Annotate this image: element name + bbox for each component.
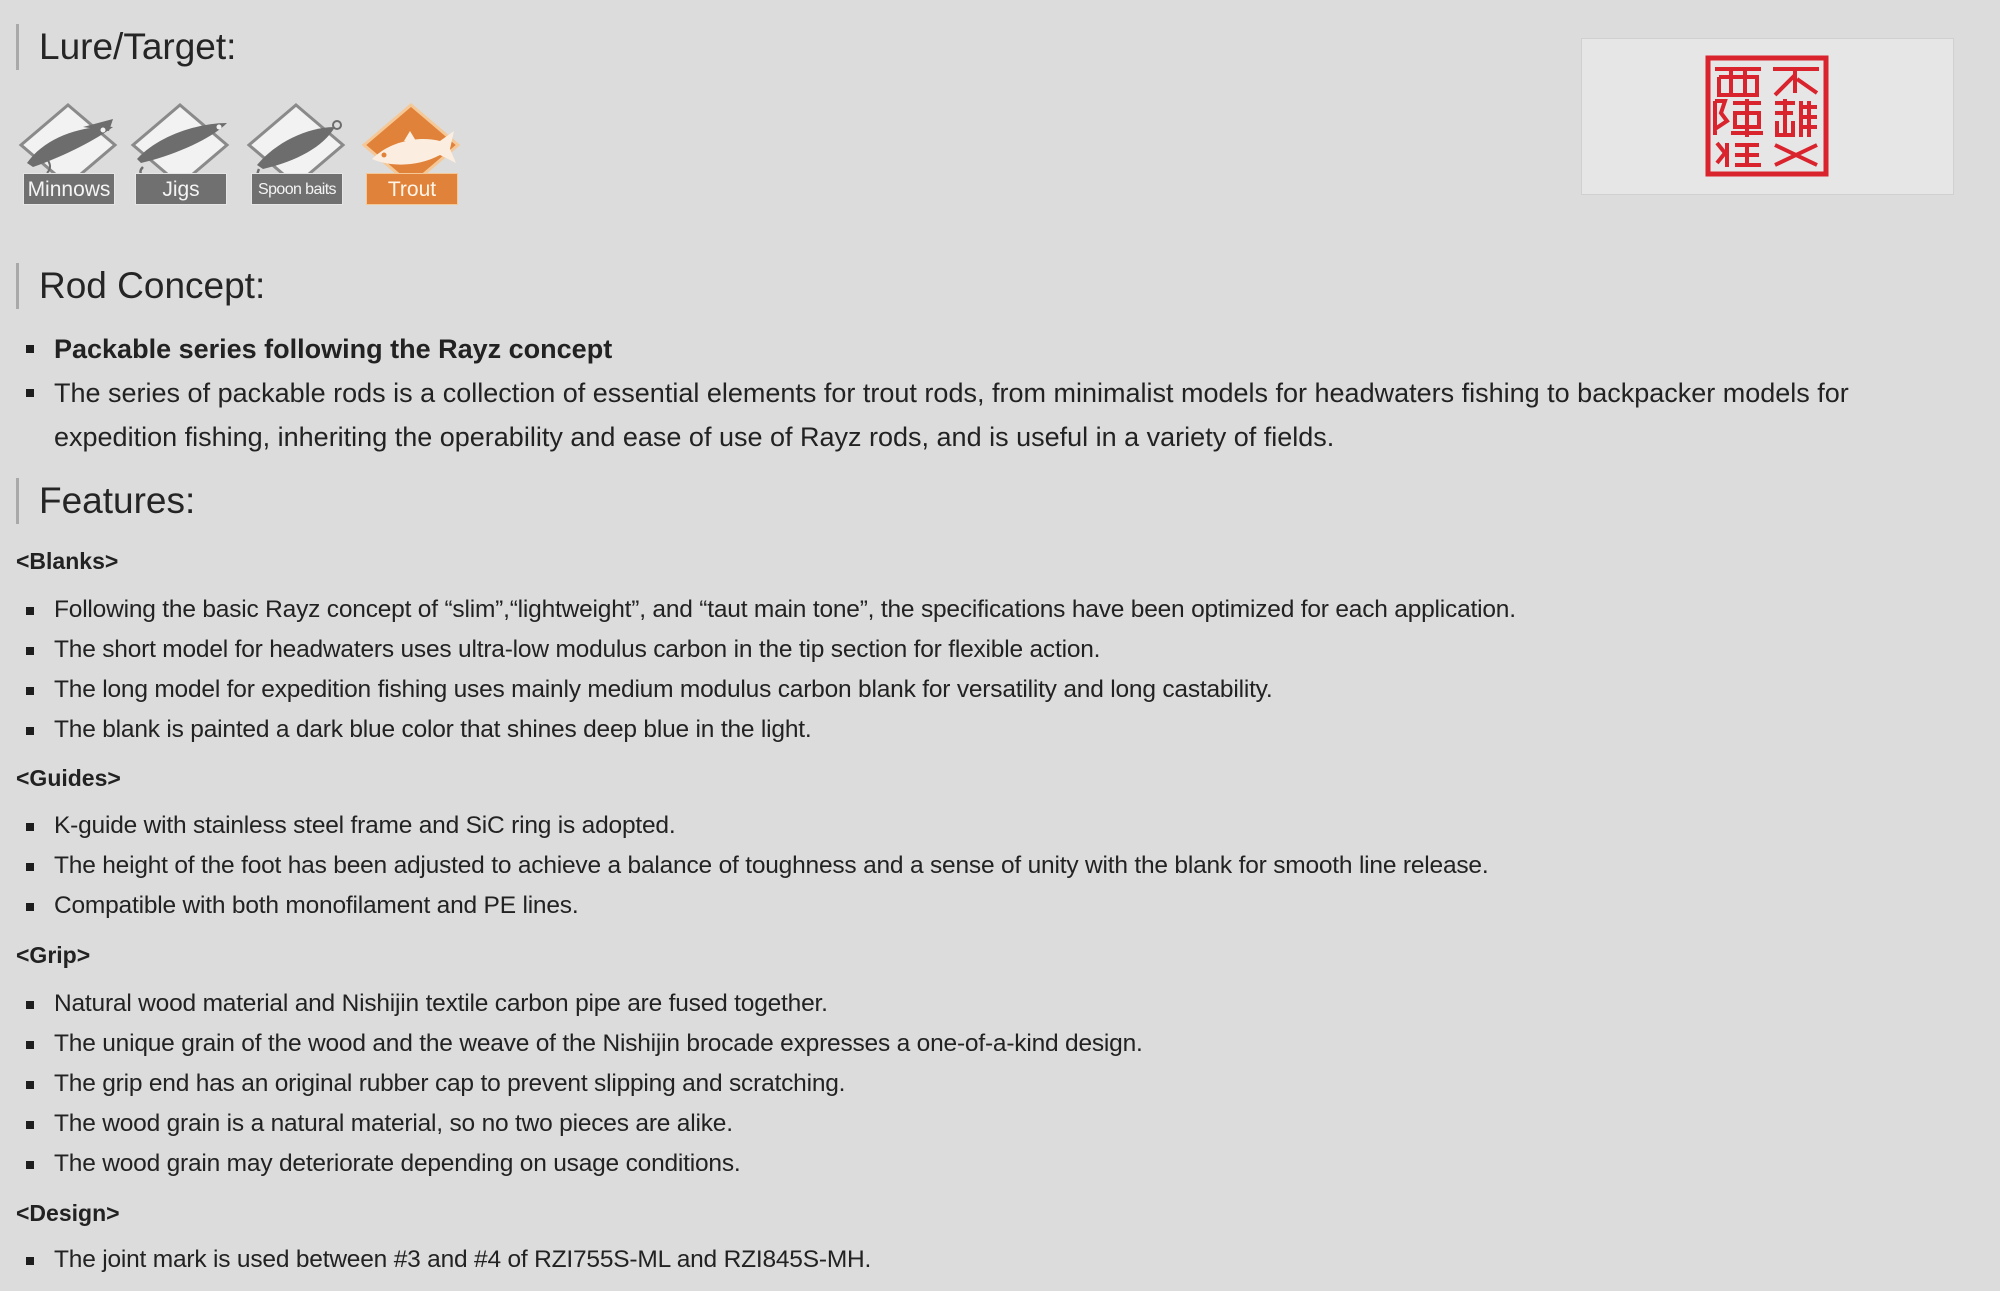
list-item bbox=[20, 1064, 1143, 1104]
list-item-text: The height of the foot has been adjusted to achieve a balance of toughness and a sense of unity with the blank for smooth line release. bbox=[54, 852, 1489, 879]
bullet-icon bbox=[26, 1161, 34, 1169]
list-item-text: The joint mark is used between #3 and #4 of RZI755S-ML and RZI845S-MH. bbox=[54, 1246, 872, 1273]
list-item bbox=[20, 846, 1488, 886]
list-item-text: The long model for expedition fishing uses mainly medium modulus carbon blank for versatility and long castability. bbox=[54, 676, 1273, 703]
bullet-icon bbox=[26, 823, 34, 831]
bullet-icon bbox=[26, 1121, 34, 1129]
lure-spoon-baits[interactable] bbox=[245, 101, 348, 211]
rod-concept-heading: Rod Concept: bbox=[16, 263, 265, 309]
bullet-icon bbox=[26, 1001, 34, 1009]
list-item-text: The short model for headwaters uses ultra-low modulus carbon in the tip section for flexible action. bbox=[54, 636, 1101, 663]
list-item bbox=[20, 1144, 1143, 1184]
lure-label-jigs: Jigs bbox=[135, 173, 227, 205]
bullet-icon bbox=[26, 1257, 34, 1265]
list-item-text: The blank is painted a dark blue color that shines deep blue in the light. bbox=[54, 716, 812, 743]
list-item-text: The wood grain may deteriorate depending on usage conditions. bbox=[54, 1150, 741, 1177]
bullet-icon bbox=[26, 1081, 34, 1089]
bullet-icon bbox=[26, 607, 34, 615]
list-item bbox=[20, 806, 1488, 846]
blanks-list bbox=[20, 590, 1516, 750]
lure-trout[interactable] bbox=[360, 101, 463, 211]
nishijin-seal-icon bbox=[1705, 55, 1829, 177]
bullet-icon bbox=[26, 1041, 34, 1049]
bullet-icon bbox=[26, 647, 34, 655]
bullet-icon bbox=[26, 863, 34, 871]
features-heading: Features: bbox=[16, 478, 195, 524]
lure-target-heading: Lure/Target: bbox=[16, 24, 236, 70]
lure-label-minnows: Minnows bbox=[23, 173, 115, 205]
blanks-subheading: <Blanks> bbox=[16, 548, 119, 574]
list-item bbox=[20, 710, 1516, 750]
list-item-text: The grip end has an original rubber cap to prevent slipping and scratching. bbox=[54, 1070, 846, 1097]
lure-jigs[interactable] bbox=[129, 101, 232, 211]
list-item-text: K-guide with stainless steel frame and SiC ring is adopted. bbox=[54, 812, 676, 839]
guides-subheading: <Guides> bbox=[16, 765, 121, 791]
list-item-text: The unique grain of the wood and the weave of the Nishijin brocade expresses a one-of-a-kind design. bbox=[54, 1030, 1143, 1057]
bullet-icon bbox=[26, 903, 34, 911]
list-item bbox=[20, 1240, 871, 1280]
concept-description: The series of packable rods is a collection of essential elements for trout rods, from minimalist models for headwaters fishing to backpacker models for expedition fishing, inheriting the operability and ease of use of Rayz rods, and is useful in a variety of fields. bbox=[54, 378, 1849, 452]
rod-concept-list bbox=[20, 327, 1914, 459]
lure-label-spoon-baits: Spoon baits bbox=[251, 173, 343, 205]
list-item bbox=[20, 886, 1488, 926]
list-item bbox=[20, 984, 1143, 1024]
list-item bbox=[20, 1024, 1143, 1064]
lure-label-trout: Trout bbox=[366, 173, 458, 205]
design-list bbox=[20, 1240, 871, 1280]
list-item bbox=[20, 327, 1914, 371]
lure-target-icons bbox=[17, 101, 467, 211]
bullet-icon bbox=[26, 345, 34, 353]
grip-list bbox=[20, 984, 1143, 1184]
list-item bbox=[20, 371, 1914, 459]
design-subheading: <Design> bbox=[16, 1200, 120, 1226]
lure-minnows[interactable] bbox=[17, 101, 120, 211]
list-item bbox=[20, 1104, 1143, 1144]
bullet-icon bbox=[26, 727, 34, 735]
list-item-text: Compatible with both monofilament and PE lines. bbox=[54, 892, 579, 919]
list-item bbox=[20, 630, 1516, 670]
grip-subheading: <Grip> bbox=[16, 942, 91, 968]
list-item-text: The wood grain is a natural material, so no two pieces are alike. bbox=[54, 1110, 733, 1137]
nishijin-logo-box bbox=[1581, 38, 1954, 195]
list-item-text: Following the basic Rayz concept of “slim”,“lightweight”, and “taut main tone”, the specifications have been optimized for each application. bbox=[54, 596, 1516, 623]
list-item bbox=[20, 590, 1516, 630]
bullet-icon bbox=[26, 389, 34, 397]
list-item bbox=[20, 670, 1516, 710]
guides-list bbox=[20, 806, 1488, 926]
list-item-text: Natural wood material and Nishijin textile carbon pipe are fused together. bbox=[54, 990, 828, 1017]
bullet-icon bbox=[26, 687, 34, 695]
concept-headline: Packable series following the Rayz concept bbox=[54, 334, 613, 364]
